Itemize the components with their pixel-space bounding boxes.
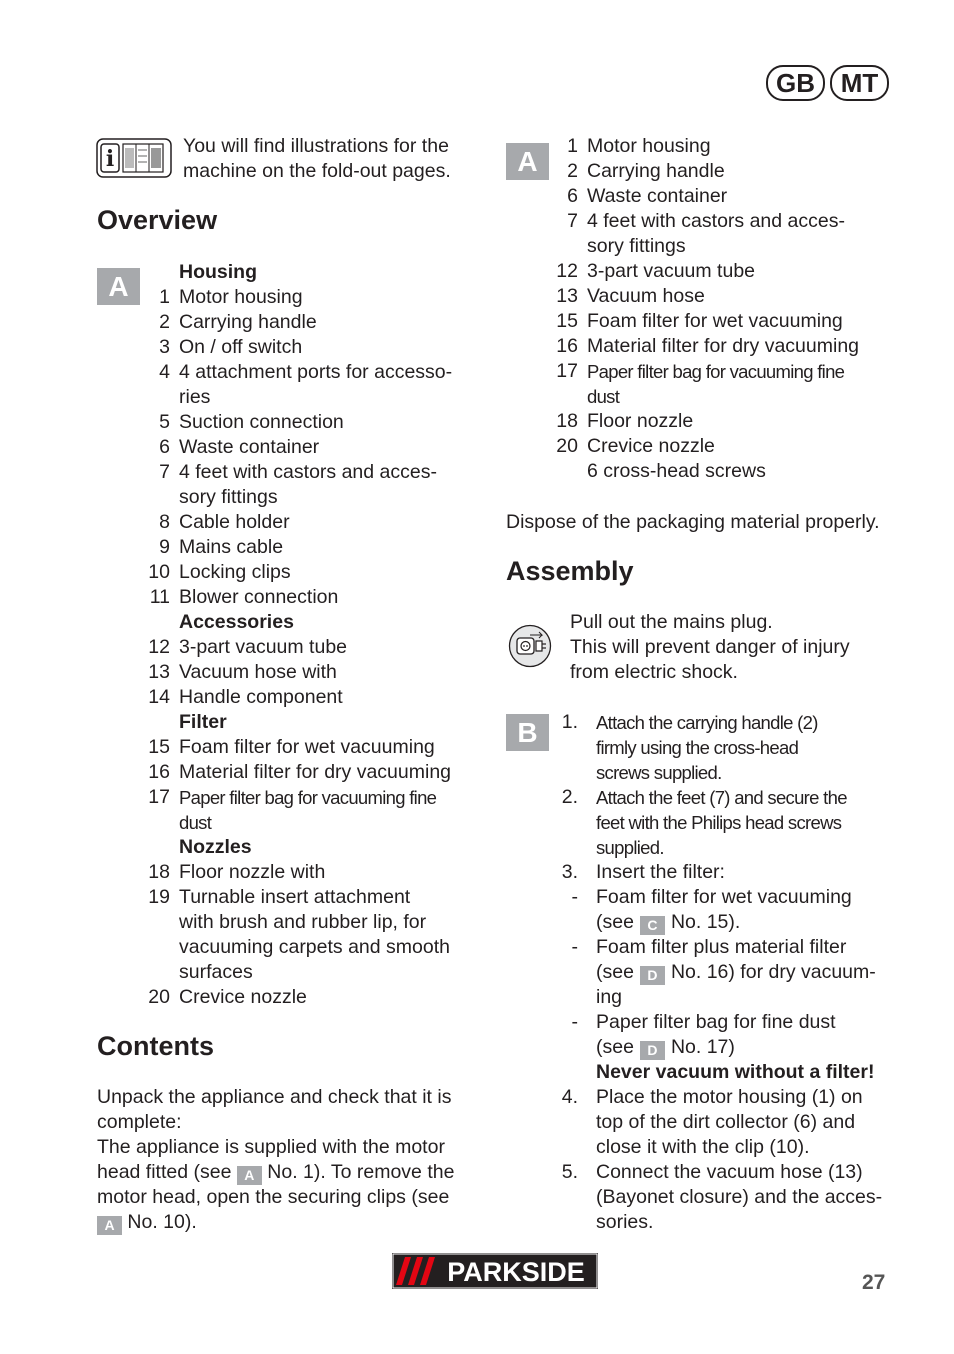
overview-item — [140, 410, 485, 435]
scope-item-number: 16 — [556, 335, 578, 357]
assembly-step — [548, 1010, 898, 1060]
assembly-step-text — [596, 885, 898, 935]
assembly-step-number: - — [571, 1011, 578, 1033]
overview-item — [140, 460, 485, 510]
scope-item-text — [587, 434, 898, 459]
warning-line: This will prevent danger of injury — [570, 636, 850, 658]
scope-item — [548, 259, 898, 284]
assembly-step-line: Place the motor housing (1) on — [596, 1086, 863, 1108]
figure-a-ref-badge: A — [237, 1166, 262, 1185]
assembly-step-line: supplied. — [596, 837, 664, 858]
scope-item — [548, 359, 898, 409]
overview-item-line: Nozzles — [179, 836, 252, 858]
overview-item-line: Handle component — [179, 686, 343, 708]
assembly-step-text-fragment: No. 17) — [670, 1036, 735, 1058]
scope-item-text — [587, 334, 898, 359]
overview-item-line: Waste container — [179, 436, 320, 458]
contents-text — [97, 1085, 487, 1235]
scope-item-text — [587, 284, 898, 309]
assembly-step — [548, 710, 898, 785]
scope-item — [548, 334, 898, 359]
overview-item — [140, 285, 485, 310]
overview-item-number: 8 — [159, 511, 170, 533]
scope-item-text — [587, 159, 898, 184]
scope-item-text — [587, 309, 898, 334]
overview-item-text — [179, 710, 485, 735]
assembly-step-text-fragment: (see — [596, 911, 634, 933]
overview-item-number: 20 — [148, 986, 170, 1008]
scope-item-line: Waste container — [587, 185, 728, 207]
assembly-step-text — [596, 860, 898, 885]
assembly-step-line: Paper filter bag for fine dust — [596, 1011, 836, 1033]
overview-item-line: surfaces — [179, 961, 253, 983]
assembly-step-line: close it with the clip (10). — [596, 1136, 810, 1158]
scope-item-line: dust — [587, 386, 620, 407]
scope-item — [548, 434, 898, 459]
figure-a-badge: A — [506, 143, 549, 180]
assembly-step-line: Attach the carrying handle (2) — [596, 712, 818, 733]
parkside-logo-text: PARKSIDE — [447, 1257, 585, 1287]
overview-item-line: sory fittings — [179, 486, 278, 508]
scope-item-line: 6 cross-head screws — [587, 460, 766, 482]
overview-item-text — [179, 635, 485, 660]
contents-line: complete: — [97, 1111, 182, 1133]
scope-item-number: 13 — [556, 285, 578, 307]
assembly-step-text — [596, 1085, 898, 1160]
overview-item-line: Housing — [179, 261, 257, 283]
overview-item-line: dust — [179, 812, 212, 833]
overview-item — [140, 260, 485, 285]
overview-item-number: 1 — [159, 286, 170, 308]
overview-item-text — [179, 510, 485, 535]
contents-line: Unpack the appliance and check that it is — [97, 1086, 452, 1108]
scope-item-line: Vacuum hose — [587, 285, 705, 307]
plug-warning-text — [570, 610, 900, 685]
overview-list — [140, 260, 485, 1010]
overview-item — [140, 710, 485, 735]
figure-a-badge: A — [97, 268, 140, 305]
overview-item — [140, 585, 485, 610]
overview-item-number: 12 — [148, 636, 170, 658]
contents-line — [97, 1210, 487, 1235]
assembly-step — [548, 1060, 898, 1085]
scope-item — [548, 284, 898, 309]
warning-line: from electric shock. — [570, 661, 738, 683]
scope-item-text — [587, 359, 898, 409]
overview-item-text — [179, 685, 485, 710]
overview-item — [140, 735, 485, 760]
assembly-step-text — [596, 710, 898, 785]
assembly-step-line: Insert the filter: — [596, 861, 725, 883]
overview-item-line: Floor nozzle with — [179, 861, 326, 883]
overview-item-number: 6 — [159, 436, 170, 458]
scope-item — [548, 409, 898, 434]
scope-item-number: 6 — [567, 185, 578, 207]
scope-item — [548, 134, 898, 159]
assembly-step-line: (Bayonet closure) and the acces- — [596, 1186, 883, 1208]
overview-item — [140, 560, 485, 585]
overview-item-text — [179, 585, 485, 610]
overview-item — [140, 885, 485, 985]
assembly-step-line: Connect the vacuum hose (13) — [596, 1161, 863, 1183]
overview-item — [140, 785, 485, 835]
overview-item-line: 4 attachment ports for accesso- — [179, 361, 453, 383]
overview-item-line: Locking clips — [179, 561, 291, 583]
assembly-step — [548, 785, 898, 860]
overview-item-text — [179, 560, 485, 585]
overview-item-line: Crevice nozzle — [179, 986, 307, 1008]
language-tag-mt: MT — [830, 65, 889, 101]
overview-item-text — [179, 435, 485, 460]
assembly-step-line: feet with the Philips head screws — [596, 812, 842, 833]
assembly-step-text — [596, 1160, 898, 1235]
scope-item-number: 12 — [556, 260, 578, 282]
overview-item-number: 15 — [148, 736, 170, 758]
assembly-step — [548, 885, 898, 935]
overview-item-number: 10 — [148, 561, 170, 583]
overview-item-text — [179, 360, 485, 410]
overview-item-text — [179, 760, 485, 785]
overview-item-number: 17 — [148, 786, 170, 808]
plug-warning-icon — [508, 624, 552, 668]
assembly-step-text-fragment: (see — [596, 1036, 634, 1058]
overview-item-number: 7 — [159, 461, 170, 483]
assembly-step-number: 4. — [561, 1086, 578, 1108]
scope-item-line: Paper filter bag for vacuuming fine — [587, 361, 845, 382]
scope-item-number: 15 — [556, 310, 578, 332]
scope-item — [548, 309, 898, 334]
assembly-step-number: 5. — [561, 1161, 578, 1183]
scope-item-line: Crevice nozzle — [587, 435, 715, 457]
assembly-step — [548, 935, 898, 1010]
assembly-step-line: ing — [596, 986, 623, 1008]
overview-item — [140, 660, 485, 685]
overview-item-number: 2 — [159, 311, 170, 333]
overview-item-text — [179, 785, 485, 835]
overview-item — [140, 835, 485, 860]
contents-line — [97, 1160, 487, 1185]
overview-item-line: 4 feet with castors and acces- — [179, 461, 437, 483]
scope-item — [548, 459, 898, 484]
overview-item-text — [179, 285, 485, 310]
overview-item — [140, 760, 485, 785]
assembly-step-text — [596, 1010, 898, 1060]
overview-item-text — [179, 335, 485, 360]
assembly-step-line: top of the dirt collector (6) and — [596, 1111, 856, 1133]
language-tag-gb: GB — [766, 65, 825, 101]
overview-item-line: Mains cable — [179, 536, 284, 558]
overview-item-line: Suction connection — [179, 411, 344, 433]
scope-item-text — [587, 259, 898, 284]
scope-item-number: 18 — [556, 410, 578, 432]
overview-item — [140, 635, 485, 660]
overview-item — [140, 610, 485, 635]
assembly-step-text — [596, 935, 898, 1010]
assembly-step — [548, 860, 898, 885]
contents-line: motor head, open the securing clips (see — [97, 1186, 450, 1208]
overview-item-text — [179, 260, 485, 285]
overview-item-text — [179, 885, 485, 985]
scope-item-line: Floor nozzle — [587, 410, 694, 432]
overview-item-line: On / off switch — [179, 336, 303, 358]
assembly-step-number: - — [571, 936, 578, 958]
scope-item — [548, 209, 898, 259]
contents-text-fragment: head fitted (see — [97, 1161, 232, 1183]
scope-item — [548, 184, 898, 209]
scope-item-line: 4 feet with castors and acces- — [587, 210, 845, 232]
scope-item-line: Carrying handle — [587, 160, 725, 182]
assembly-step-line: Never vacuum without a filter! — [596, 1061, 875, 1083]
overview-item-text — [179, 835, 485, 860]
assembly-step-number: - — [571, 886, 578, 908]
scope-item — [548, 159, 898, 184]
scope-item-line: Motor housing — [587, 135, 711, 157]
dispose-text: Dispose of the packaging material properly. — [506, 511, 880, 533]
assembly-step-text — [596, 785, 898, 860]
assembly-step-line: Foam filter for wet vacuuming — [596, 886, 852, 908]
overview-item-number: 13 — [148, 661, 170, 683]
overview-item-text — [179, 310, 485, 335]
overview-item-line: Carrying handle — [179, 311, 317, 333]
overview-item-line: Turnable insert attachment — [179, 886, 411, 908]
scope-item-number: 7 — [567, 210, 578, 232]
parkside-logo — [392, 1253, 598, 1289]
assembly-step-number: 2. — [561, 786, 578, 808]
scope-item-text — [587, 459, 898, 484]
overview-item — [140, 985, 485, 1010]
overview-item-line: with brush and rubber lip, for — [179, 911, 427, 933]
overview-item — [140, 360, 485, 410]
overview-item-number: 4 — [159, 361, 170, 383]
scope-item-text — [587, 134, 898, 159]
assembly-step-text-fragment: No. 16) for dry vacuum- — [670, 961, 876, 983]
overview-item-text — [179, 735, 485, 760]
overview-item-line: Motor housing — [179, 286, 303, 308]
assembly-step — [548, 1160, 898, 1235]
scope-item-text — [587, 184, 898, 209]
contents-text-fragment: No. 10). — [127, 1211, 197, 1233]
scope-item-line: sory fittings — [587, 235, 686, 257]
scope-item-line: Foam filter for wet vacuuming — [587, 310, 843, 332]
contents-text-fragment: No. 1). To remove the — [267, 1161, 455, 1183]
assembly-step-line: sories. — [596, 1211, 654, 1233]
overview-item — [140, 510, 485, 535]
page-number: 27 — [862, 1271, 886, 1294]
figure-a-ref-badge: A — [97, 1216, 122, 1235]
svg-text:i: i — [105, 146, 115, 172]
overview-item-text — [179, 610, 485, 635]
overview-item-number: 5 — [159, 411, 170, 433]
overview-item-line: Material filter for dry vacuuming — [179, 761, 452, 783]
overview-item-text — [179, 410, 485, 435]
overview-item-text — [179, 985, 485, 1010]
scope-item-number: 1 — [567, 135, 578, 157]
overview-item-line: Paper filter bag for vacuuming fine — [179, 787, 437, 808]
overview-item-number: 14 — [148, 686, 170, 708]
overview-item — [140, 310, 485, 335]
info-icon — [96, 138, 172, 178]
figure-ref-badge: D — [640, 1041, 665, 1060]
scope-item-number: 17 — [556, 360, 578, 382]
assembly-step-text — [596, 1060, 898, 1085]
overview-item — [140, 535, 485, 560]
overview-item-number: 19 — [148, 886, 170, 908]
assembly-step-line: firmly using the cross-head — [596, 737, 799, 758]
overview-item-line: Vacuum hose with — [179, 661, 337, 683]
assembly-step-number: 1. — [561, 711, 578, 733]
overview-item-line: Cable holder — [179, 511, 290, 533]
overview-item-number: 3 — [159, 336, 170, 358]
overview-item — [140, 860, 485, 885]
overview-item-line: Foam filter for wet vacuuming — [179, 736, 435, 758]
overview-item-text — [179, 860, 485, 885]
assembly-step-line: screws supplied. — [596, 762, 722, 783]
overview-item-number: 16 — [148, 761, 170, 783]
figure-ref-badge: D — [640, 966, 665, 985]
scope-item-number: 2 — [567, 160, 578, 182]
scope-list — [548, 134, 898, 484]
assembly-step — [548, 1085, 898, 1160]
contents-line: The appliance is supplied with the motor — [97, 1136, 445, 1158]
scope-item-number: 20 — [556, 435, 578, 457]
info-text-line: You will find illustrations for the — [183, 135, 449, 157]
overview-item — [140, 435, 485, 460]
overview-item-number: 11 — [149, 586, 170, 608]
overview-item — [140, 335, 485, 360]
overview-heading: Overview — [97, 205, 218, 235]
overview-item-line: Blower connection — [179, 586, 339, 608]
assembly-step-line — [596, 960, 898, 985]
assembly-step-text-fragment: No. 15). — [670, 911, 741, 933]
assembly-step-line: Foam filter plus material filter — [596, 936, 847, 958]
scope-item-text — [587, 409, 898, 434]
overview-item-line: Accessories — [179, 611, 294, 633]
info-text-line: machine on the fold-out pages. — [183, 160, 451, 182]
overview-item-line: ries — [179, 386, 211, 408]
figure-ref-badge: C — [640, 916, 665, 935]
overview-item-text — [179, 460, 485, 510]
overview-item-line: Filter — [179, 711, 227, 733]
contents-heading: Contents — [97, 1031, 214, 1061]
scope-item-text — [587, 209, 898, 259]
overview-item-text — [179, 660, 485, 685]
overview-item-number: 18 — [148, 861, 170, 883]
warning-line: Pull out the mains plug. — [570, 611, 773, 633]
scope-item-line: 3-part vacuum tube — [587, 260, 756, 282]
assembly-heading: Assembly — [506, 556, 634, 586]
assembly-step-text-fragment: (see — [596, 961, 634, 983]
assembly-step-line: Attach the feet (7) and secure the — [596, 787, 847, 808]
figure-b-badge: B — [506, 714, 549, 751]
assembly-step-line — [596, 910, 898, 935]
overview-item-line: 3-part vacuum tube — [179, 636, 348, 658]
assembly-step-number: 3. — [561, 861, 578, 883]
overview-item-number: 9 — [159, 536, 170, 558]
overview-item-text — [179, 535, 485, 560]
overview-item-line: vacuuming carpets and smooth — [179, 936, 450, 958]
scope-item-line: Material filter for dry vacuuming — [587, 335, 860, 357]
assembly-steps — [548, 710, 898, 1235]
overview-item — [140, 685, 485, 710]
assembly-step-line — [596, 1035, 898, 1060]
